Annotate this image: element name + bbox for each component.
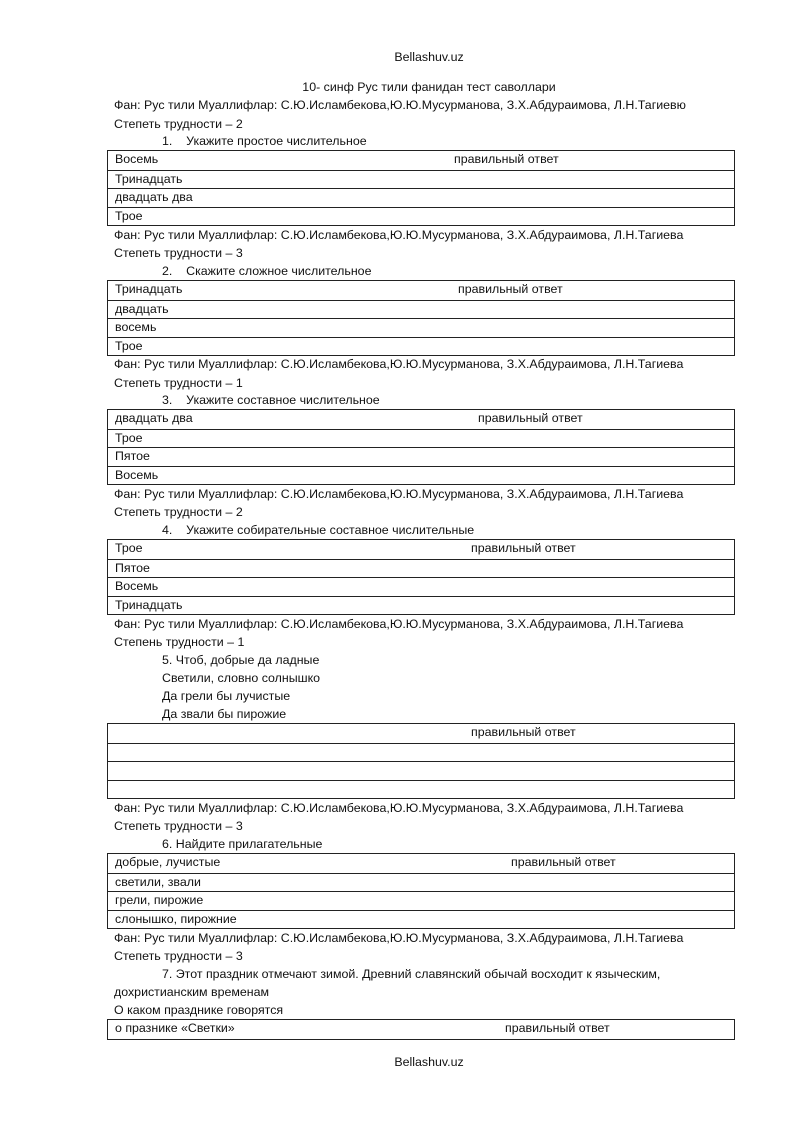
q6-option-row [108, 910, 734, 929]
q3-title [162, 393, 380, 407]
q4-number: 4. [162, 523, 173, 537]
q7-text-line2: дохристианским временам [114, 985, 270, 999]
q2-meta: Фан: Рус тили Муаллифлар: С.Ю.Исламбекова,Ю.Ю.Мусурманова, З.Х.Абдураимова, Л.Н.Тагиева [114, 228, 684, 242]
q7-text-line1: 7. Этот праздник отмечают зимой. Древний славянский обычай восходит к языческим, [162, 967, 661, 981]
q3-meta: Фан: Рус тили Муаллифлар: С.Ю.Исламбекова,Ю.Ю.Мусурманова, З.Х.Абдураимова, Л.Н.Тагиева [114, 357, 684, 371]
q2-answer-label: правильный ответ [458, 282, 563, 296]
q5-option-row [108, 780, 734, 799]
q4-option: Пятое [115, 560, 150, 575]
q2-text: Скажите сложное числительное [186, 264, 372, 278]
page-title: 10- синф Рус тили фанидан тест саволлари [302, 80, 556, 94]
q1-number: 1. [162, 134, 173, 148]
site-header: Bellashuv.uz [394, 50, 464, 64]
q2-option: восемь [115, 320, 157, 335]
q3-text: Укажите составное числительное [186, 393, 380, 407]
q5-answer-label: правильный ответ [471, 725, 576, 739]
q2-option-row [108, 318, 734, 337]
q2-option-row [108, 337, 734, 356]
q1-options-table [107, 150, 735, 226]
q4-option-row [108, 540, 734, 559]
q1-option: Тринадцать [115, 171, 183, 186]
q6-options-table [107, 853, 735, 929]
q2-title [162, 264, 371, 278]
q3-option: Пятое [115, 449, 150, 464]
q3-option-row [108, 410, 734, 429]
q5-poem-line: 5. Чтоб, добрые да ладные [162, 653, 320, 667]
q7-text-line3: О каком празднике говорятся [114, 1003, 284, 1017]
q2-options-table [107, 280, 735, 356]
q2-option: Трое [115, 338, 143, 353]
q1-option-row [108, 207, 734, 226]
q2-number: 2. [162, 264, 173, 278]
q6-meta: Фан: Рус тили Муаллифлар: С.Ю.Исламбекова,Ю.Ю.Мусурманова, З.Х.Абдураимова, Л.Н.Тагиева [114, 801, 684, 815]
q3-option-row [108, 447, 734, 466]
q1-option: двадцать два [115, 190, 193, 205]
q4-option-row [108, 596, 734, 615]
q6-difficulty: Степеть трудности – 3 [114, 819, 243, 833]
q7-difficulty: Степеть трудности – 3 [114, 949, 243, 963]
q5-option-row [108, 761, 734, 780]
q6-option-row [108, 854, 734, 873]
q7-answer-label: правильный ответ [505, 1021, 610, 1035]
q4-option: Трое [115, 541, 143, 555]
q1-option-row [108, 170, 734, 189]
q3-difficulty: Степеть трудности – 1 [114, 376, 243, 390]
q5-poem-line: Да звали бы пирожие [162, 707, 287, 721]
q3-option: Трое [115, 430, 143, 445]
q3-option: двадцать два [115, 411, 193, 425]
q7-option: о празнике «Светки» [115, 1021, 235, 1035]
q1-option-row [108, 151, 734, 170]
q2-option-row [108, 281, 734, 300]
q6-option: светили, звали [115, 874, 201, 889]
q7-options-table [107, 1019, 735, 1040]
q3-option-row [108, 466, 734, 485]
q4-option-row [108, 577, 734, 596]
q1-title [162, 134, 367, 148]
q4-option: Тринадцать [115, 597, 183, 612]
q4-title [162, 523, 474, 537]
q3-option-row [108, 429, 734, 448]
q2-option-row [108, 300, 734, 319]
q1-difficulty: Степеть трудности – 2 [114, 117, 243, 131]
q6-answer-label: правильный ответ [511, 855, 616, 869]
q1-text: Укажите простое числительное [186, 134, 367, 148]
q4-text: Укажите собирательные составное числительные [186, 523, 475, 537]
q4-difficulty: Степеть трудности – 2 [114, 505, 243, 519]
q5-meta: Фан: Рус тили Муаллифлар: С.Ю.Исламбекова,Ю.Ю.Мусурманова, З.Х.Абдураимова, Л.Н.Тагиева [114, 617, 684, 631]
q4-options-table [107, 539, 735, 615]
q2-option: Тринадцать [115, 282, 183, 296]
q1-option: Трое [115, 208, 143, 223]
q5-poem-line: Светили, словно солнышко [162, 671, 321, 685]
q5-options-table [107, 723, 735, 799]
q6-option: слонышко, пирожние [115, 911, 237, 926]
q4-answer-label: правильный ответ [471, 541, 576, 555]
q1-meta: Фан: Рус тили Муаллифлар: С.Ю.Исламбекова,Ю.Ю.Мусурманова, З.Х.Абдураимова, Л.Н.Тагиевю [114, 98, 686, 112]
q3-option: Восемь [115, 467, 159, 482]
q5-option-row [108, 724, 734, 743]
q4-meta: Фан: Рус тили Муаллифлар: С.Ю.Исламбекова,Ю.Ю.Мусурманова, З.Х.Абдураимова, Л.Н.Тагиева [114, 487, 684, 501]
q5-option-row [108, 743, 734, 762]
q3-options-table [107, 409, 735, 485]
q6-option: добрые, лучистые [115, 855, 221, 869]
q3-answer-label: правильный ответ [478, 411, 583, 425]
q5-poem-line: Да грели бы лучистые [162, 689, 291, 703]
q4-option: Восемь [115, 579, 159, 594]
q5-difficulty: Степень трудности – 1 [114, 635, 245, 649]
q6-option-row [108, 891, 734, 910]
q2-difficulty: Степеть трудности – 3 [114, 246, 243, 260]
q3-number: 3. [162, 393, 173, 407]
q7-meta: Фан: Рус тили Муаллифлар: С.Ю.Исламбекова,Ю.Ю.Мусурманова, З.Х.Абдураимова, Л.Н.Тагиева [114, 931, 684, 945]
q7-option-row [108, 1020, 734, 1039]
q6-title: 6. Найдите прилагательные [162, 837, 323, 851]
q6-option: грели, пирожие [115, 893, 204, 908]
q2-option: двадцать [115, 301, 169, 316]
q6-option-row [108, 873, 734, 892]
site-footer: Bellashuv.uz [394, 1055, 464, 1069]
q4-option-row [108, 559, 734, 578]
q1-answer-label: правильный ответ [454, 152, 559, 166]
q1-option: Восемь [115, 152, 159, 166]
q1-option-row [108, 188, 734, 207]
